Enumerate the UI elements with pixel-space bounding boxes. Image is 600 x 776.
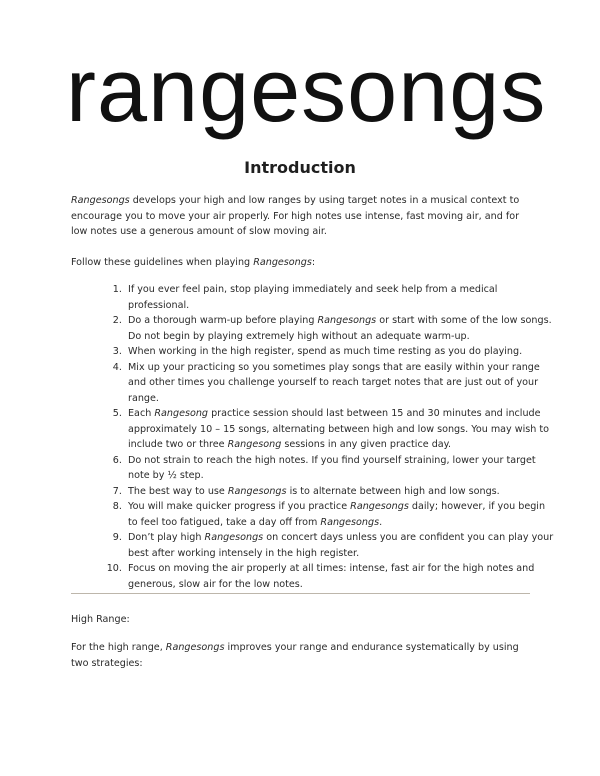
list-item	[125, 360, 555, 407]
list-item-text: sessions in any given practice day.	[281, 439, 452, 450]
intro-text: develops your high and low ranges by using target notes in a musical context to encourage you to move your air properly. For high notes use intense, fast moving air, and for low notes use a generous amount of slow moving air.	[71, 195, 520, 237]
list-item-emphasis: Rangesongs	[320, 516, 380, 528]
list-item	[125, 282, 555, 313]
section-divider	[71, 593, 530, 594]
intro-emphasis: Rangesongs	[71, 195, 130, 206]
list-item-text: or start with some of the low songs. Do not begin by playing extremely high without an adequate warm-up.	[128, 315, 552, 342]
list-item-text: .	[379, 516, 383, 528]
guidelines-after: :	[311, 257, 316, 268]
list-item	[125, 561, 555, 592]
list-item	[125, 499, 555, 530]
list-item-emphasis: Rangesongs	[227, 485, 287, 497]
list-item-emphasis: Rangesong	[154, 408, 209, 419]
list-item-text: is to alternate between high and low songs.	[286, 485, 500, 497]
list-item-text: Do a thorough warm-up before playing	[128, 315, 318, 326]
guidelines-emphasis: Rangesongs	[253, 257, 312, 268]
list-item-emphasis: Rangesongs	[350, 501, 409, 512]
list-item-emphasis: Rangesong	[227, 439, 282, 450]
guidelines-before: Follow these guidelines when playing	[71, 257, 254, 268]
list-item-text: Each	[128, 408, 155, 419]
list-item-emphasis: Rangesongs	[317, 315, 377, 326]
list-item	[125, 406, 555, 453]
list-item-text: You will make quicker progress if you practice	[128, 501, 351, 512]
rangesongs-logo: rangesongs	[66, 41, 547, 141]
list-item-emphasis: Rangesongs	[204, 532, 264, 543]
high-range-paragraph	[71, 640, 531, 671]
list-item-text: Mix up your practicing so you sometimes play songs that are easily within your range and other times you challenge yourself to reach target notes that are just out of your range.	[128, 361, 540, 404]
list-item-text: If you ever feel pain, stop playing immediately and seek help from a medical professional.	[128, 284, 498, 311]
list-item-text: When working in the high register, spend as much time resting as you do playing.	[128, 346, 523, 357]
list-item-text: Don’t play high	[128, 532, 205, 543]
high-range-after: improves your range and endurance systematically by using two strategies:	[71, 642, 519, 669]
list-item	[125, 484, 555, 500]
page-title: Introduction	[244, 158, 356, 177]
high-range-emphasis: Rangesongs	[165, 642, 225, 653]
list-item	[125, 344, 555, 360]
intro-paragraph	[71, 193, 531, 240]
guidelines-list	[104, 282, 555, 592]
list-item-text: Do not strain to reach the high notes. If you find yourself straining, lower your target note by ½ step.	[128, 454, 536, 481]
list-item	[125, 530, 555, 561]
list-item-text: The best way to use	[128, 485, 228, 497]
list-item-text: on concert days unless you are confident you can play your best after working intensely in the high register.	[128, 532, 554, 559]
list-item	[125, 313, 555, 344]
high-range-before: For the high range,	[71, 642, 166, 653]
list-item-text: Focus on moving the air properly at all times: intense, fast air for the high notes and generous, slow air for the low notes.	[128, 563, 535, 590]
high-range-label: High Range:	[71, 614, 130, 625]
list-item-text: daily; however, if you begin to feel too fatigued, take a day off from	[128, 501, 546, 528]
list-item	[125, 453, 555, 484]
guidelines-intro	[71, 255, 531, 271]
list-item-text: practice session should last between 15 and 30 minutes and include approximately 10 – 15 songs, alternating between high and low songs. You may wish to include two or three	[128, 408, 550, 450]
